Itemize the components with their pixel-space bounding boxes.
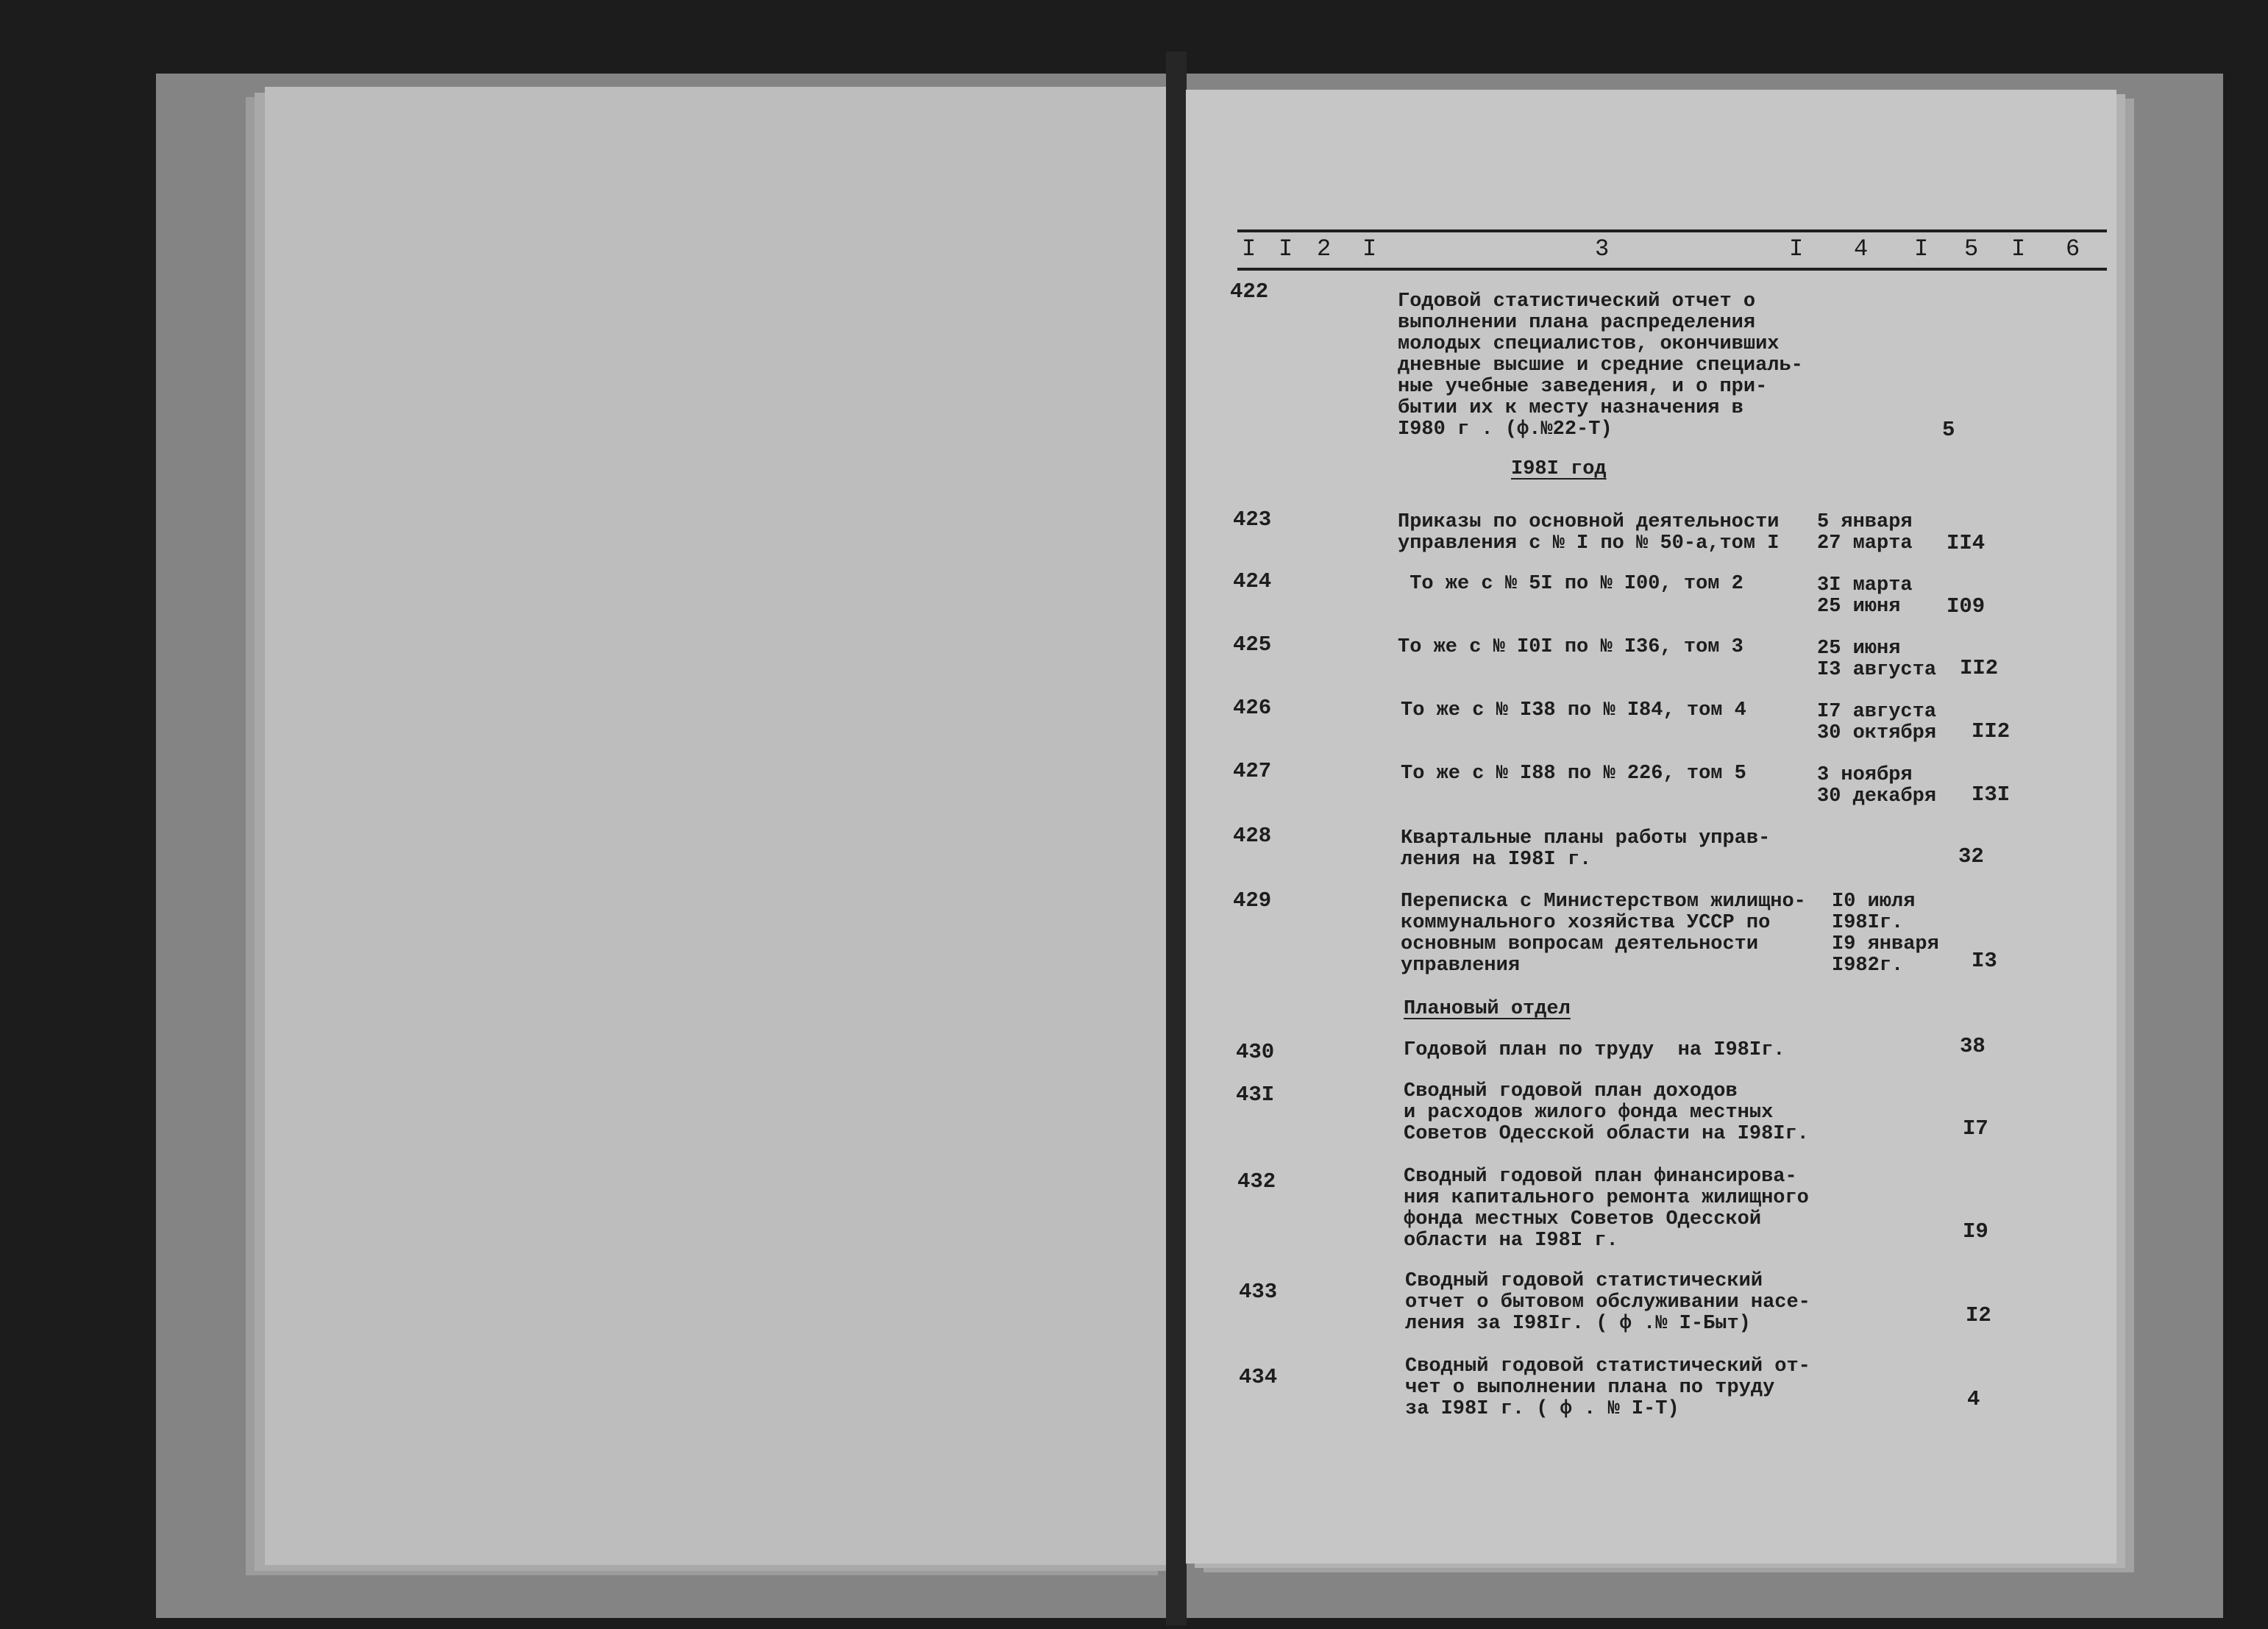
entry-dates: 3I марта 25 июня	[1817, 574, 1913, 618]
book-spine-gutter	[1166, 51, 1187, 1625]
column-1-label: I	[1242, 235, 1256, 263]
entry-number: 424	[1233, 569, 1272, 594]
entry-number: 433	[1239, 1280, 1278, 1304]
entry-title: Сводный годовой план финансирова- ния капитального ремонта жилищного фонда местных Советов Одесской области на I98I г.	[1404, 1166, 1809, 1252]
column-header	[1237, 229, 2107, 271]
entry-pages: I3I	[1972, 783, 2011, 807]
entry-pages: 38	[1960, 1034, 1986, 1058]
column-separator: I	[1362, 235, 1377, 263]
entry-title: Квартальные планы работы управ- ления на I98I г.	[1401, 827, 1771, 871]
entry-title: Сводный годовой план доходов и расходов жилого фонда местных Советов Одесской области на I98Iг.	[1404, 1080, 1809, 1145]
entry-pages: II2	[1972, 719, 2011, 744]
entry-number: 430	[1236, 1040, 1275, 1064]
entry-dates: 3 ноября 30 декабря	[1817, 764, 1937, 808]
entry-pages: II2	[1960, 656, 1999, 680]
entry-number: 43I	[1236, 1083, 1275, 1107]
entry-title: То же с № 5I по № I00, том 2	[1398, 573, 1743, 595]
entry-title: Приказы по основной деятельности управления с № I по № 50-а,том I	[1398, 511, 1780, 555]
section-heading-year: I98I год	[1511, 458, 1607, 480]
entry-pages: 5	[1942, 418, 1955, 442]
entry-pages: I09	[1947, 594, 1986, 619]
column-separator: I	[1789, 235, 1804, 263]
entry-pages: I7	[1963, 1116, 1988, 1141]
left-page	[265, 87, 1177, 1565]
header-bottom-rule	[1237, 268, 2107, 271]
column-5-label: 5	[1964, 235, 1979, 263]
entry-dates: I7 августа 30 октября	[1817, 701, 1937, 744]
entry-pages: I2	[1966, 1303, 1991, 1327]
entry-number: 428	[1233, 824, 1272, 848]
header-top-rule	[1237, 229, 2107, 232]
column-separator: I	[2011, 235, 2026, 263]
entry-number: 434	[1239, 1365, 1278, 1389]
column-3-label: 3	[1595, 235, 1610, 263]
entry-title: Переписка с Министерством жилищно- коммунального хозяйства УССР по основным вопросам деятельности управления	[1401, 891, 1806, 977]
column-4-label: 4	[1854, 235, 1869, 263]
entry-pages: II4	[1947, 531, 1986, 555]
entry-pages: 4	[1967, 1387, 1980, 1411]
entry-title: Сводный годовой статистический отчет о бытовом обслуживании насе- ления за I98Iг. ( ф .№ I-Быт)	[1405, 1270, 1810, 1335]
entry-number: 427	[1233, 759, 1272, 783]
section-heading-department: Плановый отдел	[1404, 998, 1571, 1020]
column-separator: I	[1279, 235, 1293, 263]
entry-number: 429	[1233, 888, 1272, 913]
entry-dates: 5 января 27 марта	[1817, 511, 1913, 555]
column-2-label: 2	[1317, 235, 1332, 263]
column-6-label: 6	[2066, 235, 2080, 263]
entry-pages: 32	[1958, 844, 1984, 869]
entry-number: 422	[1230, 279, 1269, 304]
entry-number: 423	[1233, 507, 1272, 532]
entry-number: 432	[1237, 1169, 1276, 1194]
entry-dates: I0 июля I98Iг. I9 января I982г.	[1832, 891, 1939, 977]
entry-dates: 25 июня I3 августа	[1817, 638, 1937, 681]
entry-title: То же с № I0I по № I36, том 3	[1398, 636, 1743, 658]
entry-number: 426	[1233, 696, 1272, 720]
entry-pages: I9	[1963, 1219, 1988, 1244]
entry-title: Годовой статистический отчет о выполнении плана распределения молодых специалистов, окончивших дневные высшие и средние специаль- ные учебные заведения, и о при- бытии их к месту назначения в I980 г . (ф.№22-Т)	[1398, 290, 1803, 441]
column-separator: I	[1914, 235, 1929, 263]
entry-pages: I3	[1972, 949, 1997, 973]
entry-number: 425	[1233, 632, 1272, 657]
entry-title: То же с № I88 по № 226, том 5	[1401, 763, 1746, 785]
entry-title: То же с № I38 по № I84, том 4	[1401, 699, 1746, 721]
entry-title: Годовой план по труду на I98Iг.	[1404, 1039, 1785, 1061]
entry-title: Сводный годовой статистический от- чет о выполнении плана по труду за I98I г. ( ф . № I-Т)	[1405, 1355, 1810, 1420]
